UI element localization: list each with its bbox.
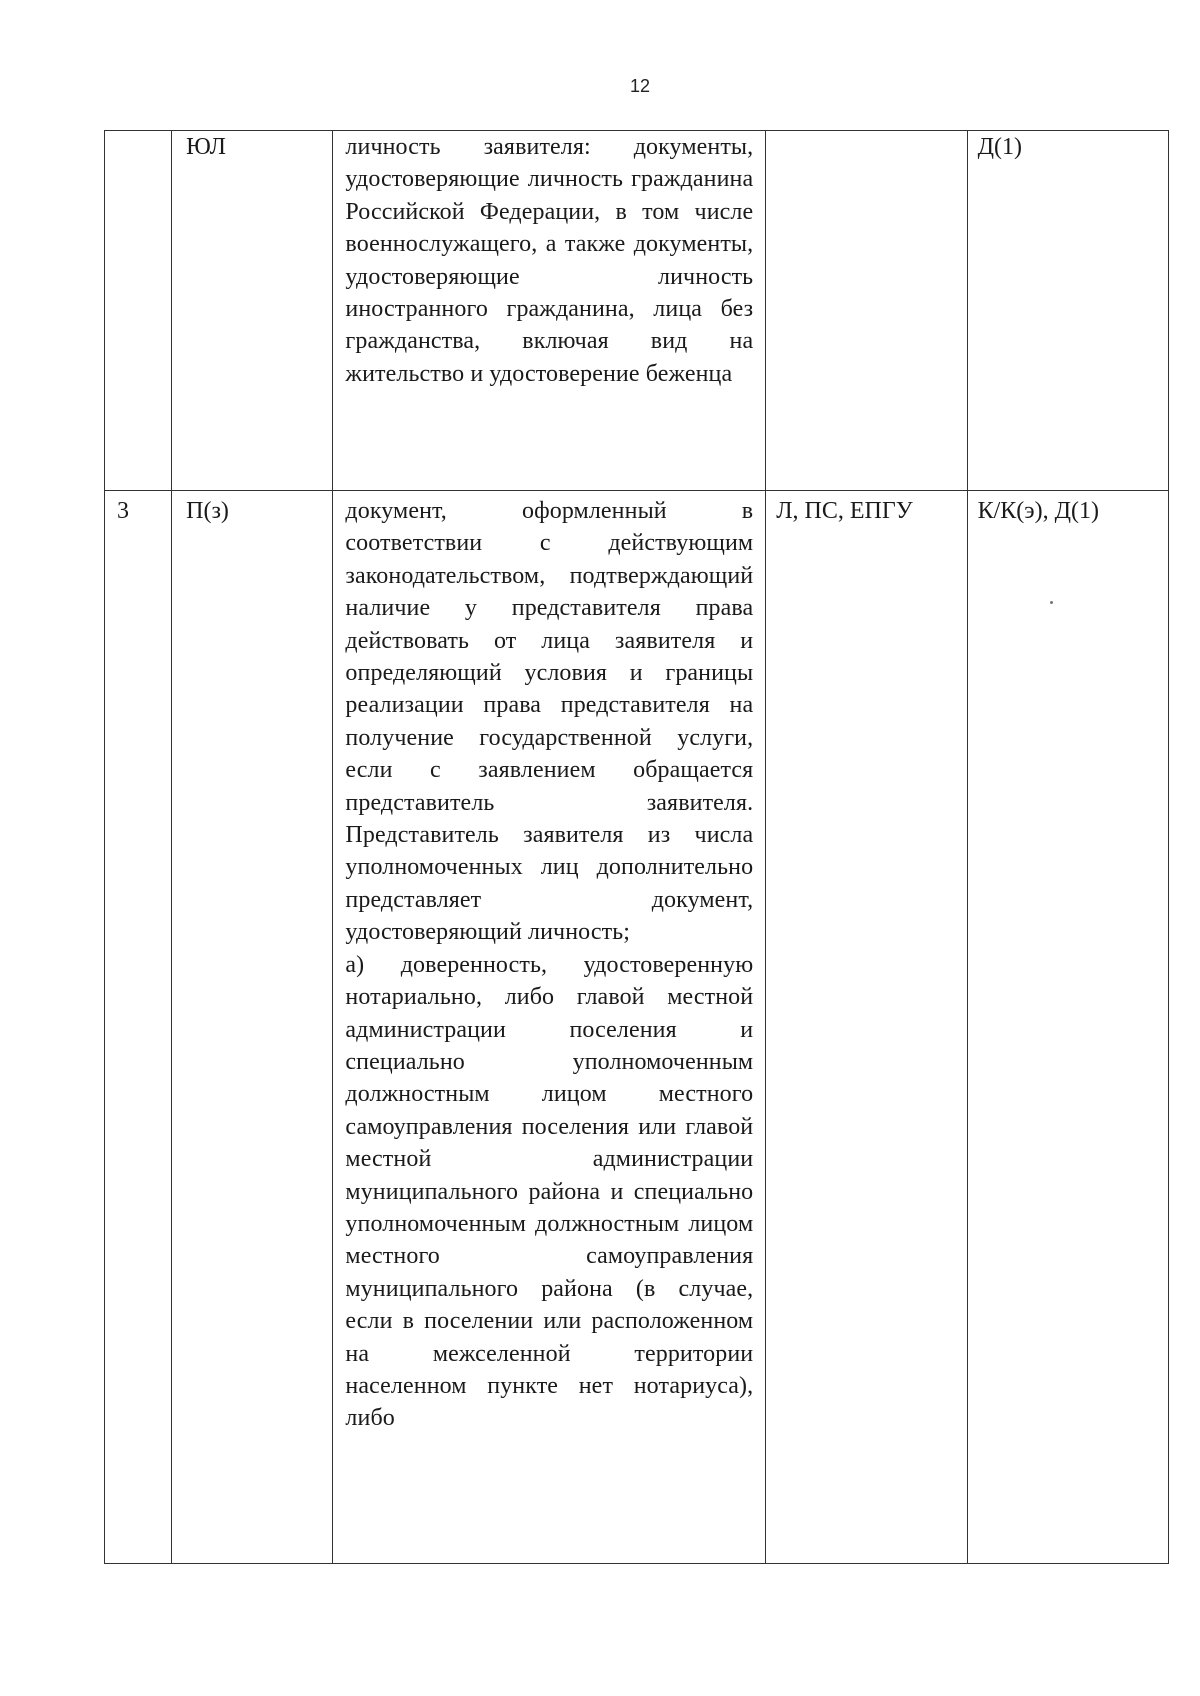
document-description <box>333 491 765 1435</box>
description-paragraph: документ, оформленный в соответствии с действующим законодательством, подтверждающий наличие у представителя права действовать от лица заявителя и определяющий условия и границы реализации права представителя на получение государственной услуги, если с заявлением обращается представитель заявителя. Представитель заявителя из числа уполномоченных лиц дополнительно представляет документ, удостоверяющий личность; <box>345 498 754 946</box>
submission-methods: Л, ПС, ЕПГУ <box>776 498 913 524</box>
description-paragraph: личность заявителя: документы, удостоверяющие личность гражданина Российской Федерации, в том числе военнослужащего, а также документы, удостоверяющие личность иностранного гражданина, лица без гражданства, включая вид на жительство и удостоверение беженца <box>345 134 754 387</box>
submission-methods-cell <box>766 131 967 491</box>
page-number: 12 <box>629 76 651 96</box>
scan-speck <box>1050 601 1053 604</box>
row-number-cell <box>105 491 172 1564</box>
document-form: Д(1) <box>977 134 1022 160</box>
document-description-cell <box>333 131 766 491</box>
document-form: К/К(э), Д(1) <box>977 498 1099 524</box>
row-number <box>105 131 171 137</box>
table-row <box>105 131 1169 491</box>
applicant-category: ЮЛ <box>186 134 226 160</box>
row-number-cell <box>105 131 172 491</box>
document-description-cell <box>333 491 766 1564</box>
description-paragraph: а) доверенность, удостоверенную нотариально, либо главой местной администрации поселения и специально уполномоченным должностным лицом местного самоуправления поселения или главой местной администрации муниципального района и специально уполномоченным должностным лицом местного самоуправления муниципального района (в случае, если в поселении или расположенном на межселенной территории населенном пункте нет нотариуса), либо <box>345 951 754 1432</box>
applicant-category: П(з) <box>186 498 229 524</box>
applicant-category-cell <box>172 131 333 491</box>
applicant-category-cell <box>172 491 333 1564</box>
document-form-cell <box>967 131 1168 491</box>
document-description <box>333 131 765 390</box>
documents-table <box>104 130 1169 1564</box>
table-row <box>105 491 1169 1564</box>
row-number: 3 <box>117 498 129 524</box>
submission-methods-cell <box>766 491 967 1564</box>
document-form-cell <box>967 491 1168 1564</box>
